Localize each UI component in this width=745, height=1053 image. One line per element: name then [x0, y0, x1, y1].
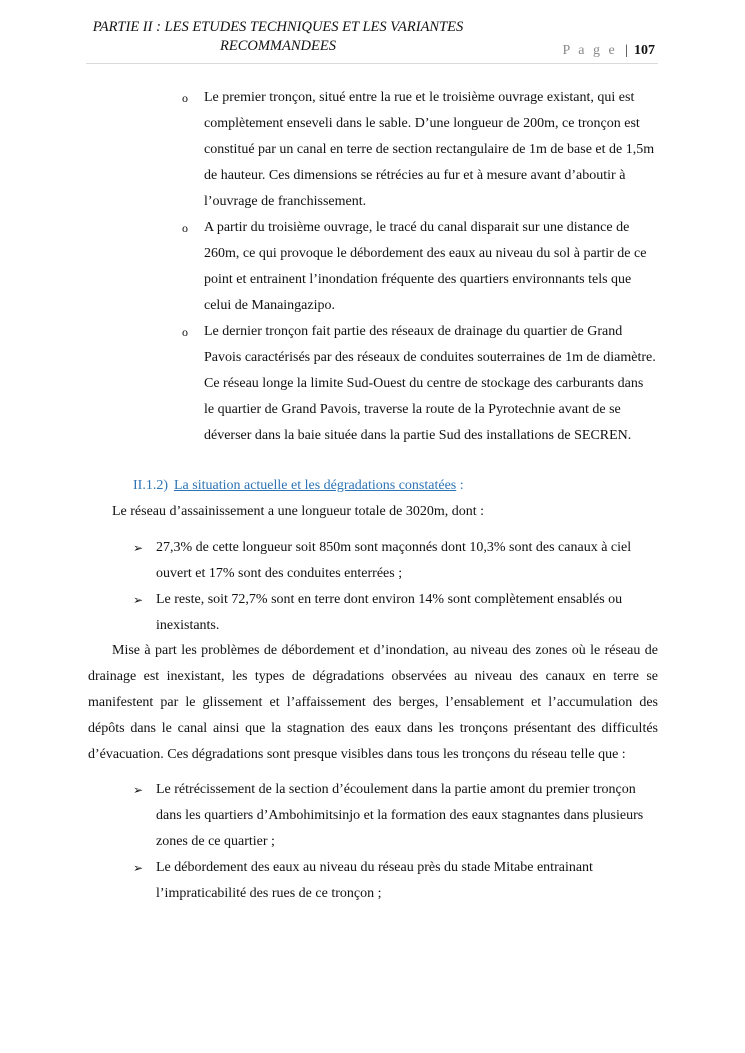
arrow-bullet-list-2 [133, 777, 658, 907]
intro-sentence: Le réseau d’assainissement a une longueur totale de 3020m, dont : [112, 504, 485, 519]
list-item-text: 27,3% de cette longueur soit 850m sont maçonnés dont 10,3% sont des canaux à ciel ouvert et 17% sont des conduites enterrées ; [156, 540, 632, 581]
list-item [182, 85, 656, 215]
list-item-text: Le premier tronçon, situé entre la rue et le troisième ouvrage existant, qui est complètement enseveli dans le sable. D’une longueur de 200m, ce tronçon est constitué par un canal en terre de section rectangulaire de 1m de base et de 1,5m de hauteur. Ces dimensions se rétrécies au fur et à mesure avant d’aboutir à l’ouvrage de franchissement. [204, 90, 655, 209]
circle-bullet-icon: o [182, 91, 188, 105]
page-number-label [562, 43, 655, 59]
arrow-bullet-icon: ➢ [133, 593, 144, 607]
list-item-text: A partir du troisième ouvrage, le tracé du canal disparait sur une distance de 260m, ce qui provoque le débordement des eaux au niveau du sol à partir de ce point et entrainent l’inondation fréquente des quartiers environnants tels que celui de Manaingazipo. [204, 220, 647, 313]
list-item-text: Le reste, soit 72,7% sont en terre dont environ 14% sont complètement ensablés ou inexistants. [156, 592, 623, 633]
arrow-bullet-list-1 [133, 535, 658, 639]
page-word: P a g e [562, 43, 618, 58]
arrow-bullet-icon: ➢ [133, 861, 144, 875]
list-item [133, 855, 658, 907]
header-divider [86, 63, 658, 64]
body-paragraph: Mise à part les problèmes de débordement et d’inondation, au niveau des zones où le réseau de drainage est inexistant, les types de dégradations observées au niveau des canaux en terre se manifestent par le glissement et l’affaissement des berges, l’ensablement et l’accumulation des dépôts dans le canal ainsi que la stagnation des eaux dans les tronçons présentant des difficultés d’évacuation. Ces dégradations sont presque visibles dans tous les tronçons du réseau telle que : [88, 643, 658, 762]
list-item-text: Le rétrécissement de la section d’écoulement dans la partie amont du premier tronçon dans les quartiers d’Ambohimitsinjo et la formation des eaux stagnantes dans plusieurs zones de ce quartier ; [156, 782, 644, 849]
header-title [58, 18, 498, 56]
circle-bullet-list [182, 85, 656, 449]
list-item [182, 215, 656, 319]
circle-bullet-icon: o [182, 221, 188, 235]
page-separator: | [625, 43, 628, 58]
section-heading [133, 473, 464, 499]
list-item-text: Le dernier tronçon fait partie des réseaux de drainage du quartier de Grand Pavois caractérisés par des réseaux de conduites souterraines de 1m de diamètre. Ce réseau longe la limite Sud-Ouest du centre de stockage des carburants dans le quartier de Grand Pavois, traverse la route de la Pyrotechnie avant de se déverser dans la baie située dans la partie Sud des installations de SECREN. [204, 324, 656, 443]
section-number: II.1.2) [133, 478, 168, 493]
list-item [133, 777, 658, 855]
arrow-bullet-icon: ➢ [133, 541, 144, 555]
list-item [133, 535, 658, 587]
header-title-line1: PARTIE II : LES ETUDES TECHNIQUES ET LES VARIANTES [92, 19, 464, 35]
header-title-line2: RECOMMANDEES [220, 38, 336, 54]
page-number: 107 [634, 43, 655, 58]
arrow-bullet-icon: ➢ [133, 783, 144, 797]
list-item [182, 319, 656, 449]
section-title: La situation actuelle et les dégradations constatées [174, 478, 457, 493]
list-item [133, 587, 658, 639]
list-item-text: Le débordement des eaux au niveau du réseau près du stade Mitabe entrainant l’impraticabilité des rues de ce tronçon ; [156, 860, 593, 901]
circle-bullet-icon: o [182, 325, 188, 339]
section-suffix: : [456, 478, 464, 493]
